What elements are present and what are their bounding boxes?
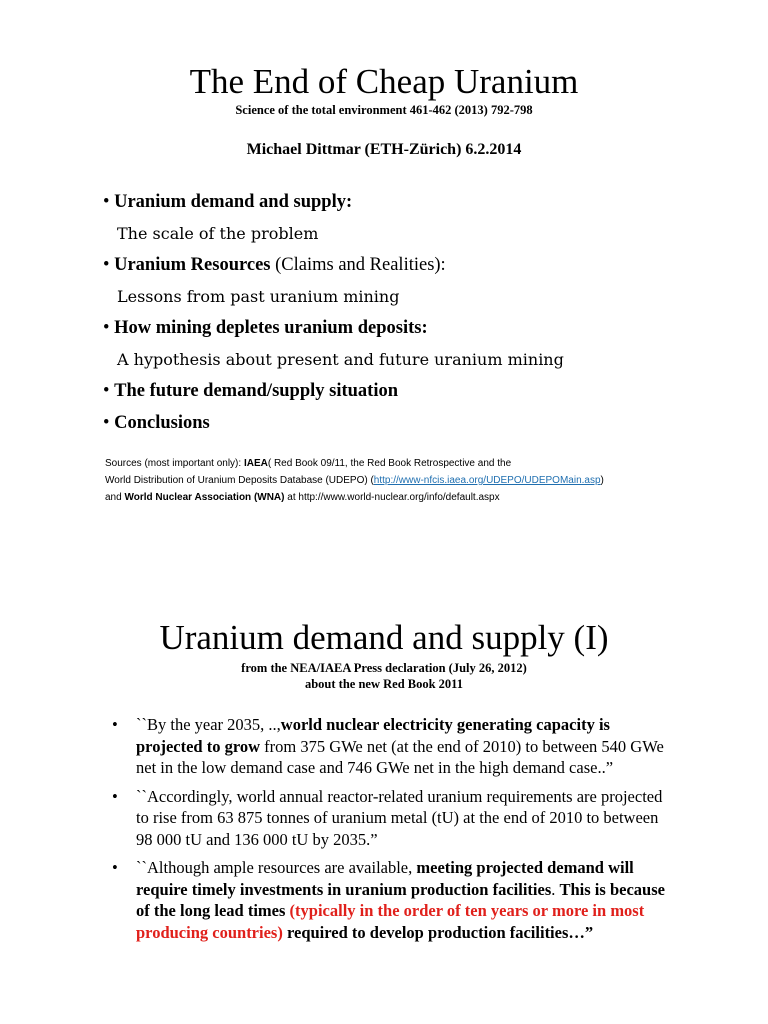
outline-subtext: A hypothesis about present and future uranium mining [117,349,564,369]
bullet-dot: • [112,715,118,734]
bullet-dot: • [103,318,110,338]
quote-item [112,857,672,943]
bullet-dot: • [112,858,118,877]
sources-text: at http://www.world-nuclear.org/info/default.aspx [284,492,500,503]
slide-title: Uranium demand and supply (I) [159,618,609,657]
quote-text: from 375 GWe net (at the end of 2010) to between 540 GWe net in the low demand case and 746 GWe net in the high demand case..” [136,736,664,777]
outline-item [103,379,743,411]
outline-list [103,190,743,442]
sources-label: Sources (most important only): [105,458,244,469]
outline-subtext: Lessons from past uranium mining [117,286,400,306]
quote-item [112,714,672,779]
outline-heading: Conclusions [114,412,210,433]
outline-heading: How mining depletes uranium deposits: [114,318,428,338]
quote-text: ``Although ample resources are available, [136,858,417,877]
outline-item [103,411,743,443]
quote-list [112,714,672,950]
quote-emphasis: world nuclear electricity generating capacity is projected to grow [136,715,610,756]
bullet-dot: • [103,412,110,433]
quote-emphasis: required to develop production facilities…” [282,922,594,942]
journal-reference: Science of the total environment 461-462 (2013) 792-798 [235,103,533,117]
sources-note [105,455,725,506]
wna-label: World Nuclear Association (WNA) [124,492,285,503]
outline-heading-plain: (Claims and Realities): [270,255,446,275]
sources-text: and [105,492,125,503]
outline-heading: Uranium demand and supply: [114,192,353,212]
quote-emphasis: meeting projected demand will require timely investments in uranium production facilities [136,858,634,899]
quote-highlight: (typically in the order of ten years or more in most producing countries) [136,901,645,942]
sources-line-2 [105,472,725,489]
slide-subtitle-line-2: about the new Red Book 2011 [304,677,463,691]
outline-heading: The future demand/supply situation [114,381,399,401]
udepo-link[interactable]: http://www-nfcis.iaea.org/UDEPO/UDEPOMain.asp [373,475,601,486]
sources-text: ) [600,475,604,486]
quote-text: ``Accordingly, world annual reactor-related uranium requirements are projected to rise from 63 875 tonnes of uranium metal (tU) at the end of 2010 to between 98 000 tU and 136 000 tU by 2035.” [136,786,663,849]
outline-heading: Uranium Resources [114,255,271,275]
bullet-dot: • [103,255,110,275]
quote-text: . [551,879,560,899]
outline-item [103,253,743,285]
sources-text: World Distribution of Uranium Deposits Database (UDEPO) ( [105,475,374,486]
outline-subtext: The scale of the problem [117,223,319,243]
author-line: Michael Dittmar (ETH-Zürich) 6.2.2014 [246,141,522,158]
outline-item [103,316,743,348]
iaea-label: IAEA [243,458,268,469]
bullet-dot: • [103,381,110,401]
sources-line-3 [105,489,725,506]
slide-title: The End of Cheap Uranium [189,62,579,101]
outline-item [103,190,743,222]
quote-item [112,786,672,851]
sources-text: ( Red Book 09/11, the Red Book Retrospective and the [267,458,512,469]
bullet-dot: • [103,192,110,212]
quote-emphasis: This is because of the long lead times [136,879,665,920]
quote-text: ``By the year 2035, .., [136,715,281,734]
slide-subtitle-line-1: from the NEA/IAEA Press declaration (July 26, 2012) [241,661,527,675]
sources-line-1 [105,455,725,472]
bullet-dot: • [112,786,118,806]
